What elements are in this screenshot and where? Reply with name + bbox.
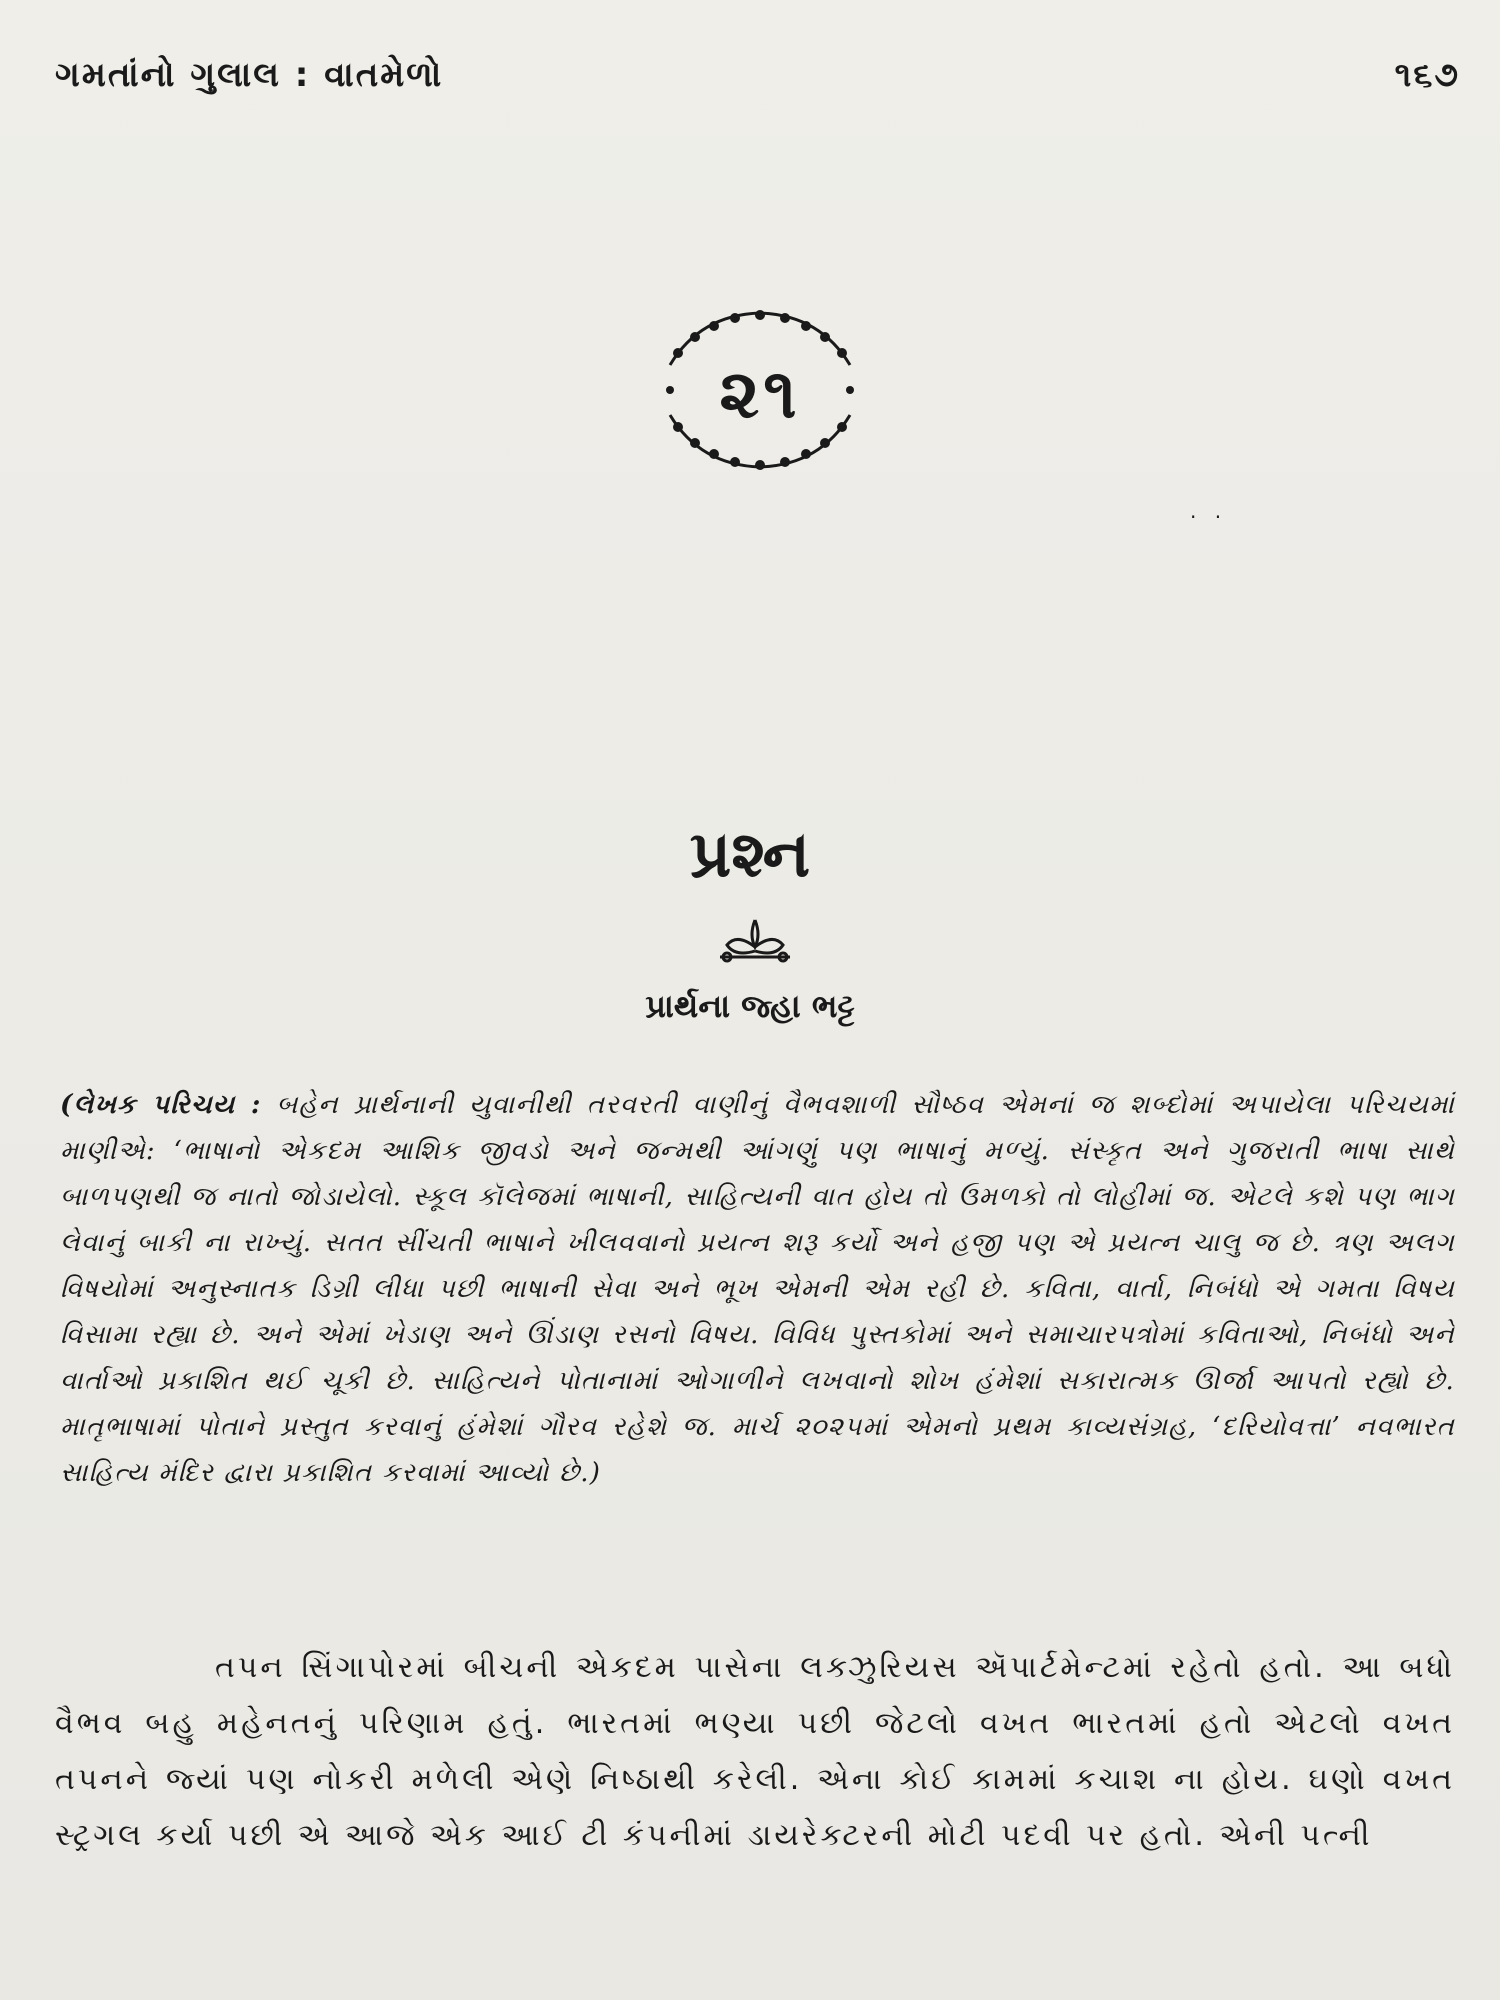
author-name: પ્રાર્થના જ્હા ભટ્ટ bbox=[645, 987, 855, 1025]
chapter-number: ૨૧ bbox=[719, 355, 801, 434]
page-number: ૧૬૭ bbox=[1394, 55, 1460, 95]
intro-lead: (લેખક પરિચય : bbox=[60, 1090, 262, 1120]
fleuron-icon bbox=[715, 915, 795, 965]
author-introduction bbox=[60, 1082, 1455, 1496]
intro-text: બહેન પ્રાર્થનાની યુવાનીથી તરવરતી વાણીનું વૈભવશાળી સૌષ્ઠવ એમનાં જ શબ્દોમાં અપાયેલા પરિચયમાં માણીએ: ‘ભાષાનો એકદમ આશિક જીવડો અને જન્મથી આંગણું પણ ભાષાનું મળ્યું. સંસ્કૃત અને ગુજરાતી ભાષા સાથે બાળપણથી જ નાતો જોડાયેલો. સ્કૂલ કૉલેજમાં ભાષાની, સાહિત્યની વાત હોય તો ઉમળકો તો લોહીમાં જ. એટલે કશે પણ ભાગ લેવાનું બાકી ના રાખ્યું. સતત સીંચતી ભાષાને ખીલવવાનો પ્રયત્ન શરૂ કર્યો અને હજી પણ એ પ્રયત્ન ચાલુ જ છે. ત્રણ અલગ વિષયોમાં અનુસ્નાતક ડિગ્રી લીધા પછી ભાષાની સેવા અને ભૂખ એમની એમ રહી છે. કવિતા, વાર્તા, નિબંધો એ ગમતા વિષય વિસામા રહ્યા છે. અને એમાં ખેડાણ અને ઊંડાણ રસનો વિષય. વિવિધ પુસ્તકોમાં અને સમાચારપત્રોમાં કવિતાઓ, નિબંધો અને વાર્તાઓ પ્રકાશિત થઈ ચૂકી છે. સાહિત્યને પોતાનામાં ઓગાળીને લખવાનો શોખ હંમેશાં સકારાત્મક ઊર્જા આપતો રહ્યો છે. માતૃભાષામાં પોતાને પ્રસ્તુત કરવાનું હંમેશાં ગૌરવ રહેશે જ. માર્ચ ૨૦૨૫માં એમનો પ્રથમ કાવ્યસંગ્રહ, ‘દરિયોવત્તા’ નવભારત સાહિત્ય મંદિર દ્વારા પ્રકાશિત કરવામાં આવ્યો છે.) bbox=[60, 1090, 1456, 1488]
body-paragraph: તપન સિંગાપોરમાં બીચની એકદમ પાસેના લક્ઝુરિયસ ઍપાર્ટમેન્ટમાં રહેતો હતો. આ બધો વૈભવ બહુ મહેનતનું પરિણામ હતું. ભારતમાં ભણ્યા પછી જેટલો વખત ભારતમાં હતો એટલો વખત તપનને જ્યાં પણ નોકરી મળેલી એણે નિષ્ઠાથી કરેલી. એના કોઈ કામમાં કચાશ ના હોય. ઘણો વખત સ્ટ્રગલ કર્યા પછી એ આજે એક આઈ ટી કંપનીમાં ડાયરેક્ટરની મોટી પદવી પર હતો. એની પત્ની bbox=[55, 1650, 1455, 1853]
running-header bbox=[55, 45, 1460, 105]
story-title: પ્રશ્ન bbox=[689, 818, 811, 892]
book-title: ગમતાંનો ગુલાલ : વાતમેળો bbox=[55, 55, 444, 95]
story-body bbox=[55, 1640, 1455, 1864]
chapter-emblem bbox=[640, 305, 880, 475]
stray-marks: · · bbox=[1190, 505, 1228, 529]
